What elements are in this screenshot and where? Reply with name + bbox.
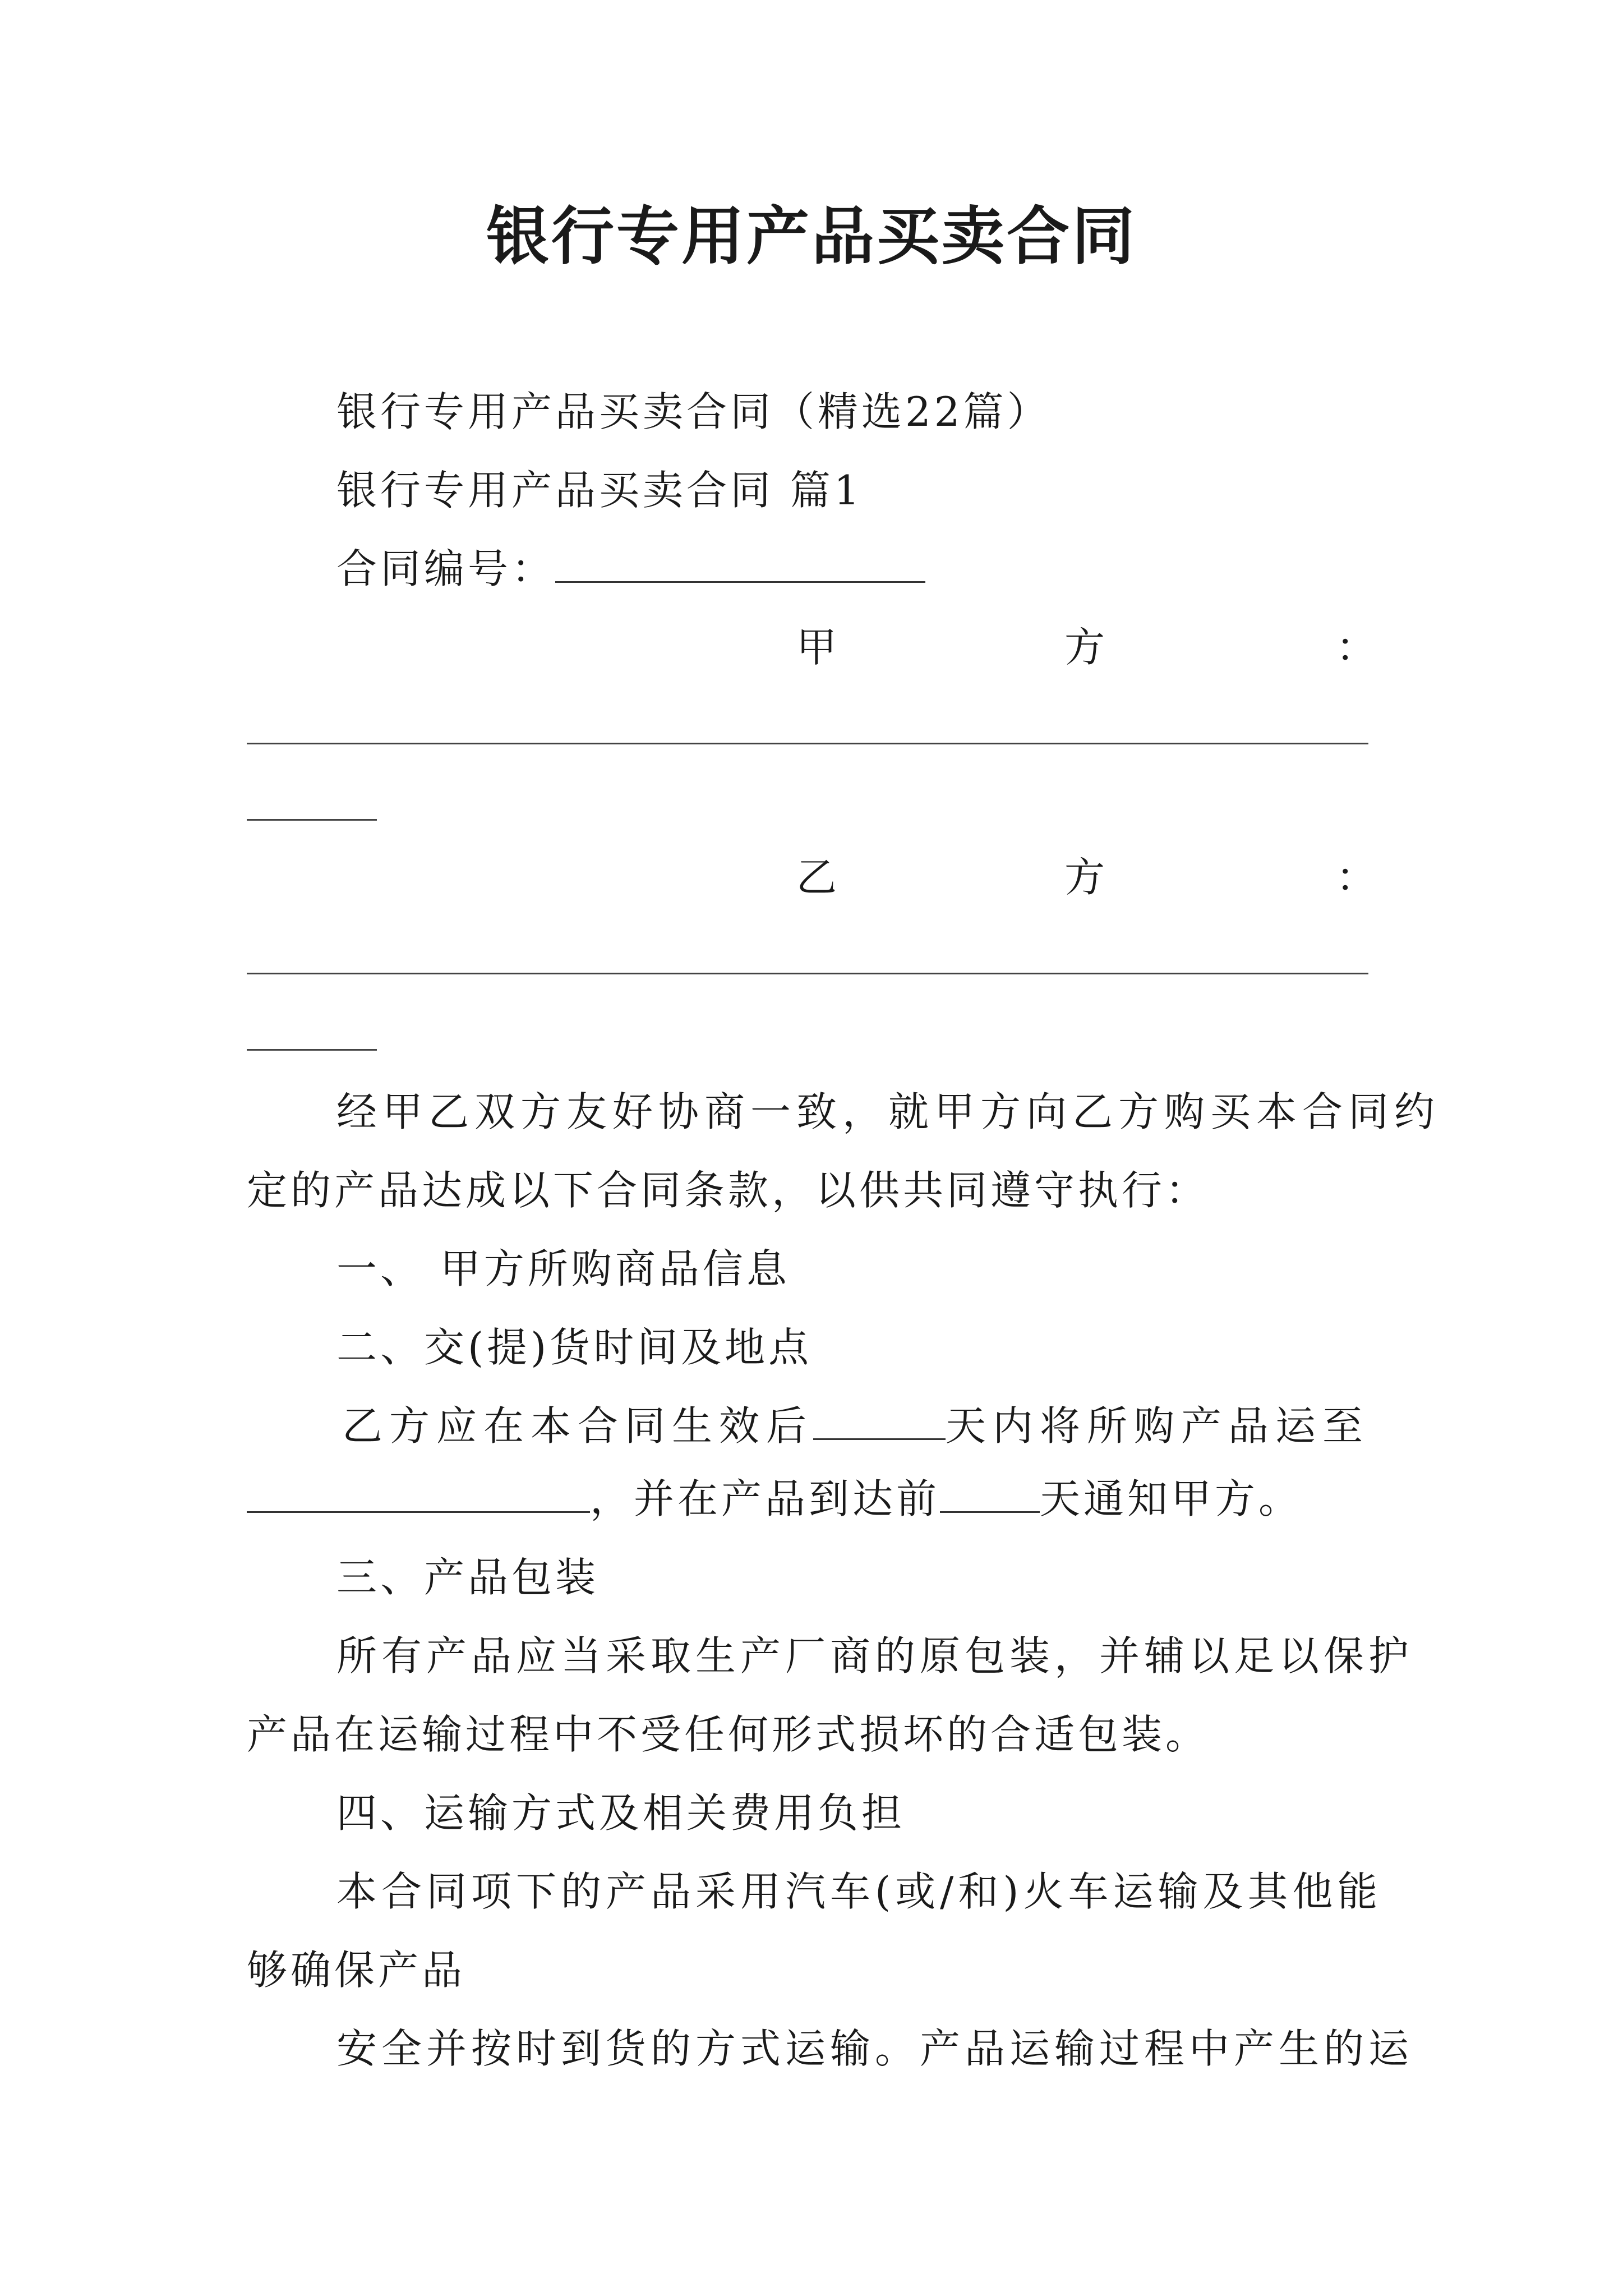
clause-2-text-d: 天通知甲方。 [1040,1475,1303,1522]
clause-4-heading: 四、运输方式及相关费用负担 [336,1789,906,1837]
clause-2-text-c: ，并在产品到达前 [590,1475,940,1522]
clause-2-notice-days-blank[interactable] [940,1472,1040,1513]
clause-2-line-2 [247,1472,1302,1526]
contract-number-label: 合同编号： [336,545,556,592]
clause-4-line-3: 安全并按时到货的方式运输。产品运输过程中产生的运 [336,2025,1414,2072]
clause-3-line-1: 所有产品应当采取生产厂商的原包装，并辅以足以保护 [336,1632,1414,1680]
clause-3-line-2: 产品在运输过程中不受任何形式损坏的合适包装。 [247,1711,1210,1758]
contract-number-row [336,542,925,596]
clause-4-line-1: 本合同项下的产品采用汽车(或/和)火车运输及其他能 [336,1868,1382,1915]
clause-2-heading: 二、交(提)货时间及地点 [336,1324,813,1371]
clause-1-heading: 一、 甲方所购商品信息 [336,1245,790,1292]
clause-2-text-a: 乙方应在本合同生效后 [342,1402,814,1450]
intro-line-2: 定的产品达成以下合同条款，以供共同遵守执行： [247,1167,1210,1214]
party-b-char1: 乙 [796,854,841,901]
party-b-blank-line1[interactable] [247,973,1368,974]
clause-2-line-1 [342,1399,1370,1453]
document-title: 银行专用产品买卖合同 [486,200,1137,273]
clause-2-days-blank[interactable] [813,1399,946,1440]
party-a-char1: 甲 [796,624,841,671]
party-b-blank-line2[interactable] [247,1049,377,1051]
party-a-blank-line1[interactable] [247,743,1368,744]
section-heading: 银行专用产品买卖合同 篇1 [336,467,863,514]
intro-line-1: 经甲乙双方友好协商一致，就甲方向乙方购买本合同约 [336,1088,1441,1135]
party-a-blank-line2[interactable] [247,819,377,821]
contract-number-blank[interactable] [555,542,925,583]
clause-2-destination-blank[interactable] [247,1472,590,1513]
party-a-colon: ： [1336,624,1380,671]
clause-3-heading: 三、产品包装 [336,1554,600,1601]
party-b-char2: 方 [1064,854,1109,901]
clause-4-line-2: 够确保产品 [247,1947,466,1994]
party-a-char2: 方 [1064,624,1109,671]
clause-2-text-b: 天内将所购产品运至 [946,1402,1370,1450]
party-b-colon: ： [1336,854,1380,901]
document-subtitle: 银行专用产品买卖合同（精选22篇） [336,388,1051,435]
